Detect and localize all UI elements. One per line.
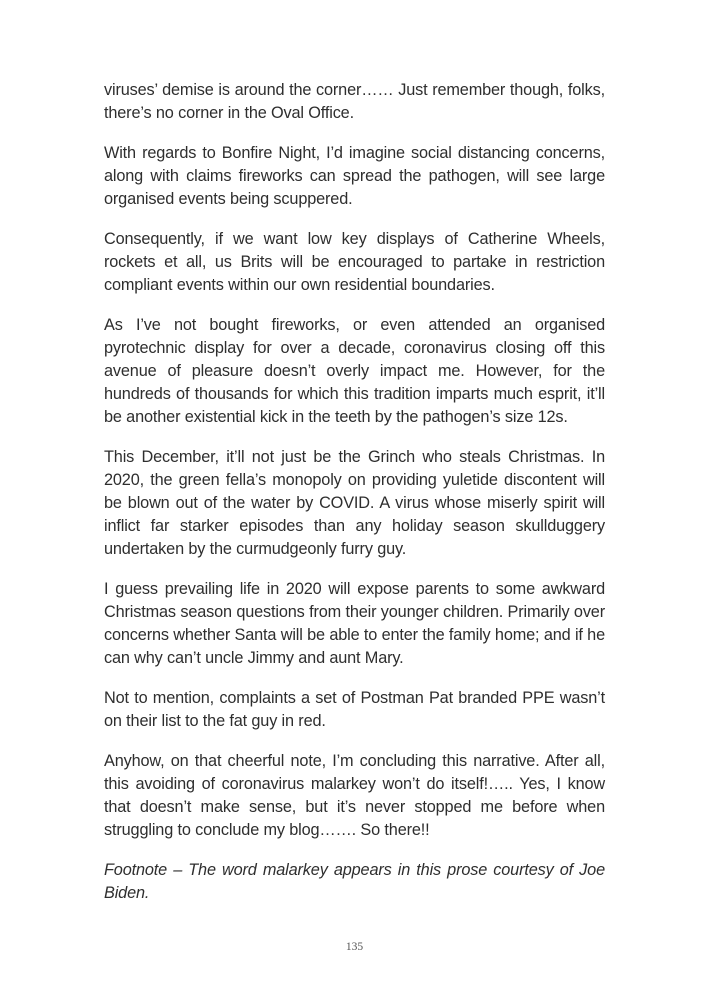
footnote: Footnote – The word malarkey appears in this prose courtesy of Joe Biden.: [104, 861, 605, 902]
paragraph-6: I guess prevailing life in 2020 will expose parents to some awkward Christmas season questions from their younger children. Primarily over concerns whether Santa will be able to enter the family home; and if he can why can’t uncle Jimmy and aunt Mary.: [104, 580, 605, 667]
paragraph-8: Anyhow, on that cheerful note, I’m concluding this narrative. After all, this avoiding of coronavirus malarkey won’t do itself!….. Yes, I know that doesn’t make sense, but it’s never stopped me before when struggling to conclude my blog……. So there!!: [104, 752, 605, 839]
body-text: [104, 79, 605, 922]
paragraph-4: As I’ve not bought fireworks, or even attended an organised pyrotechnic display for over a decade, coronavirus closing off this avenue of pleasure doesn’t overly impact me. However, for the hundreds of thousands for which this tradition imparts much esprit, it’ll be another existential kick in the teeth by the pathogen’s size 12s.: [104, 316, 605, 426]
paragraph-2: With regards to Bonfire Night, I’d imagine social distancing concerns, along with claims fireworks can spread the pathogen, will see large organised events being scuppered.: [104, 144, 605, 208]
page-number: 135: [345, 941, 364, 953]
paragraph-5: This December, it’ll not just be the Grinch who steals Christmas. In 2020, the green fella’s monopoly on providing yuletide discontent will be blown out of the water by COVID. A virus whose miserly spirit will inflict far starker episodes than any holiday season skullduggery undertaken by the curmudgeonly furry guy.: [104, 448, 605, 558]
paragraph-1: viruses’ demise is around the corner…… Just remember though, folks, there’s no corner in the Oval Office.: [104, 81, 605, 122]
paragraph-7: Not to mention, complaints a set of Postman Pat branded PPE wasn’t on their list to the fat guy in red.: [104, 689, 605, 730]
paragraph-3: Consequently, if we want low key displays of Catherine Wheels, rockets et all, us Brits will be encouraged to partake in restriction compliant events within our own residential boundaries.: [104, 230, 605, 294]
